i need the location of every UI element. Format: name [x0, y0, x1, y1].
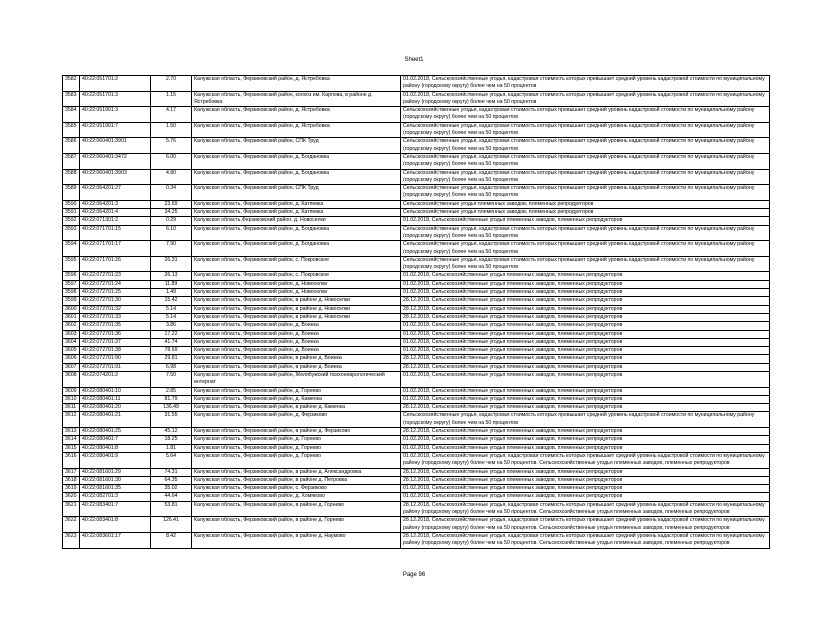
area-cell: 0.34	[151, 185, 192, 201]
table-row	[63, 76, 770, 92]
location-cell: Калужская область, Ферзиковский район, в районе д. Новоселки	[192, 305, 401, 313]
table-row	[63, 476, 770, 484]
location-cell: Калужская область, Ферзиковский район, с. Покровское	[192, 272, 401, 280]
area-cell: 6.98	[151, 363, 192, 371]
table-row	[63, 107, 770, 123]
location-cell: Калужская область,Ферзиковский район, д. Новоселки	[192, 217, 401, 225]
area-cell: 18.25	[151, 436, 192, 444]
cadastral-number-cell: 40:22:081601:30	[80, 476, 151, 484]
description-cell: 01.02.2018, Сельскохозяйственные угодья племенных заводов, племенных репродукторов	[401, 371, 770, 387]
cadastral-number-cell: 40:22:074201:2	[80, 371, 151, 387]
cadastral-number-cell: 40:22:072701:23	[80, 272, 151, 280]
description-cell: Сельскохозяйственные угодья племенных заводов, племенных репродукторов	[401, 200, 770, 208]
table-row	[63, 322, 770, 330]
location-cell: Калужская область, Ферзиковский район, д. Каменка	[192, 395, 401, 403]
area-cell: 26.13	[151, 272, 192, 280]
row-number-cell: 3616	[63, 452, 80, 468]
row-number-cell: 3617	[63, 468, 80, 476]
row-number-cell: 3612	[63, 412, 80, 428]
table-row	[63, 404, 770, 412]
area-cell: 23.69	[151, 200, 192, 208]
description-cell: Сельскохозяйственные угодья, кадастровая стоимость которых превышает средний уровень кадастровой стоимости по муниципальному району (городскому округу) более чем на 50 процентов	[401, 185, 770, 201]
area-cell: 8.42	[151, 532, 192, 548]
table-row	[63, 363, 770, 371]
cadastral-number-cell: 40:22:083401:8	[80, 517, 151, 533]
area-cell: 45.12	[151, 428, 192, 436]
row-number-cell: 3606	[63, 355, 80, 363]
description-cell: 01.02.2018, Сельскохозяйственные угодья племенных заводов, племенных репродукторов	[401, 272, 770, 280]
location-cell: Калужская область, Ферзиковский район, колхоз им. Карпова, в районе д. Ястребовка	[192, 91, 401, 107]
area-cell: 17.22	[151, 330, 192, 338]
table-row	[63, 387, 770, 395]
location-cell: Калужская область, Ферзиковский район, д. Богдановка	[192, 241, 401, 257]
location-cell: Калужская область, Ферзиковский район, д. Горнево	[192, 436, 401, 444]
area-cell: 6.10	[151, 225, 192, 241]
location-cell: Калужская область, Ферзиковский район, д. Новоселки	[192, 289, 401, 297]
cadastral-number-cell: 40:22:083601:17	[80, 532, 151, 548]
area-cell: 26.31	[151, 256, 192, 272]
description-cell: 01.02.2018, Сельскохозяйственные угодья племенных заводов, племенных репродукторов	[401, 485, 770, 493]
description-cell: 01.02.2018, Сельскохозяйственные угодья племенных заводов, племенных репродукторов	[401, 280, 770, 288]
table-row	[63, 305, 770, 313]
area-cell: 5.76	[151, 138, 192, 154]
area-cell: 5.64	[151, 452, 192, 468]
cadastral-number-cell: 40:22:080401:11	[80, 395, 151, 403]
page-number: Page 96	[402, 572, 426, 578]
cadastral-number-cell: 40:22:080401:25	[80, 428, 151, 436]
location-cell: Калужская область, Ферзиковский район, д. Ястребовка	[192, 76, 401, 92]
cadastral-number-cell: 40:22:072701:24	[80, 280, 151, 288]
cadastral-number-cell: 40:22:051901:7	[80, 122, 151, 138]
description-cell: 28.12.2018, Сельскохозяйственные угодья, кадастровая стоимость которых превышает средний уровень кадастровой стоимости по муниципальному району (городскому округу) более чем на 50 процентов. Сельскохозяйственные угодья племенных заводов, племенных репродукторов	[401, 532, 770, 548]
table-row	[63, 280, 770, 288]
description-cell: Сельскохозяйственные угодья, кадастровая стоимость которых превышает средний уровень кадастровой стоимости по муниципальному району (городскому округу) более чем на 50 процентов	[401, 107, 770, 123]
area-cell: 11.89	[151, 280, 192, 288]
cadastral-number-cell: 40:22:080401:20	[80, 404, 151, 412]
location-cell: Калужская область, Ферзиковский район, д. Катпевка	[192, 200, 401, 208]
area-cell: 31.55	[151, 412, 192, 428]
cadastral-number-cell: 40:22:080401:10	[80, 387, 151, 395]
location-cell: Калужская область, Ферзиковский район, д. Богдановка	[192, 153, 401, 169]
location-cell: Калужская область, Ферзиковский район, СПК Труд	[192, 185, 401, 201]
area-cell: 2.70	[151, 76, 192, 92]
location-cell: Калужская область, Ферзиковский район, с. Ферзиково	[192, 485, 401, 493]
description-cell: Сельскохозяйственные угодья, кадастровая стоимость которых превышает средний уровень кадастровой стоимости по муниципальному району (городскому округу) более чем на 50 процентов	[401, 122, 770, 138]
area-cell: 44.64	[151, 493, 192, 501]
cadastral-number-cell: 40:22:083401:7	[80, 501, 151, 517]
table-row	[63, 532, 770, 548]
location-cell: Калужская область, Ферзиковский район, в районе д. Ферзиково	[192, 428, 401, 436]
location-cell: Калужская область, Ферзиковский район, д. Горнево	[192, 452, 401, 468]
location-cell: Калужская область, Ферзиковский район, в районе д. Александровка	[192, 468, 401, 476]
description-cell: 01.02.2018, Сельскохозяйственные угодья племенных заводов, племенных репродукторов	[401, 493, 770, 501]
area-cell: 7.50	[151, 371, 192, 387]
cadastral-number-cell: 40:22:071701:15	[80, 225, 151, 241]
area-cell: 41.74	[151, 338, 192, 346]
row-number-cell: 3595	[63, 256, 80, 272]
table-row	[63, 241, 770, 257]
description-cell: 28.12.2018, Сельскохозяйственные угодья, кадастровая стоимость которых превышает средний уровень кадастровой стоимости по муниципальному району (городскому округу) более чем на 50 процентов. Сельскохозяйственные угодья племенных заводов, племенных репродукторов	[401, 501, 770, 517]
description-cell: 01.02.2018, Сельскохозяйственные угодья племенных заводов, племенных репродукторов	[401, 347, 770, 355]
area-cell: 7.90	[151, 241, 192, 257]
row-number-cell: 3582	[63, 76, 80, 92]
area-cell: 3.86	[151, 322, 192, 330]
description-cell: 01.02.2018, Сельскохозяйственные угодья, кадастровая стоимость которых превышает средний уровень кадастровой стоимости по муниципальному району (городскому округу) более чем на 50 процентов	[401, 91, 770, 107]
cadastral-number-cell: 40:22:080401:21	[80, 412, 151, 428]
description-cell: 28.12.2018, Сельскохозяйственные угодья племенных заводов, племенных репродукторов	[401, 468, 770, 476]
row-number-cell: 3584	[63, 107, 80, 123]
area-cell: 1.81	[151, 444, 192, 452]
cadastral-number-cell: 40:22:072701:36	[80, 330, 151, 338]
table-row	[63, 485, 770, 493]
location-cell: Калужская область, Ферзиковский район, в районе д. Новоселки	[192, 297, 401, 305]
description-cell: 28.12.2018, Сельскохозяйственные угодья племенных заводов, племенных репродукторов	[401, 313, 770, 321]
location-cell: Калужская область, Ферзиковский район, с. Покровское	[192, 256, 401, 272]
table-row	[63, 428, 770, 436]
area-cell: 126.41	[151, 517, 192, 533]
row-number-cell: 3607	[63, 363, 80, 371]
area-cell: 4.17	[151, 107, 192, 123]
row-number-cell: 3585	[63, 122, 80, 138]
table-row	[63, 338, 770, 346]
table-row	[63, 436, 770, 444]
location-cell: Калужская область, Ферзиковский район, д. Горнево	[192, 444, 401, 452]
cadastral-number-cell: 40:22:064201:4	[80, 209, 151, 217]
area-cell: 15.42	[151, 297, 192, 305]
location-cell: Калужская область, Ферзиковский район, в районе д. Воинка	[192, 363, 401, 371]
description-cell: Сельскохозяйственные угодья, кадастровая стоимость которых превышает средний уровень кадастровой стоимости по муниципальному району (городскому округу) более чем на 50 процентов	[401, 256, 770, 272]
row-number-cell: 3609	[63, 387, 80, 395]
table-row	[63, 91, 770, 107]
sheet-title: Sheet1	[404, 57, 424, 63]
area-cell: 1.15	[151, 91, 192, 107]
table-row	[63, 217, 770, 225]
table-row	[63, 169, 770, 185]
cadastral-number-cell: 40:22:072701:90	[80, 355, 151, 363]
table-row	[63, 412, 770, 428]
cadastral-number-cell: 40:22:072701:38	[80, 347, 151, 355]
description-cell: 28.12.2018, Сельскохозяйственные угодья племенных заводов, племенных репродукторов	[401, 297, 770, 305]
row-number-cell: 3587	[63, 153, 80, 169]
cadastral-number-cell: 40:22:081601:29	[80, 468, 151, 476]
row-number-cell: 3618	[63, 476, 80, 484]
land-table	[62, 75, 770, 549]
description-cell: Сельскохозяйственные угодья, кадастровая стоимость которых превышает средний уровень кадастровой стоимости по муниципальному району (городскому округу) более чем на 50 процентов	[401, 153, 770, 169]
cadastral-number-cell: 40:22:060401:3472	[80, 153, 151, 169]
table-row	[63, 200, 770, 208]
row-number-cell: 3605	[63, 347, 80, 355]
location-cell: Калужская область, Ферзиковский район, д. Ястребовка	[192, 107, 401, 123]
description-cell: 01.02.2018, Сельскохозяйственные угодья племенных заводов, племенных репродукторов	[401, 395, 770, 403]
area-cell: 34.25	[151, 209, 192, 217]
area-cell: 1.49	[151, 289, 192, 297]
row-number-cell: 3593	[63, 225, 80, 241]
row-number-cell: 3614	[63, 436, 80, 444]
table-row	[63, 395, 770, 403]
table-row	[63, 493, 770, 501]
row-number-cell: 3604	[63, 338, 80, 346]
description-cell: Сельскохозяйственные угодья племенных заводов, племенных репродукторов	[401, 209, 770, 217]
cadastral-number-cell: 40:22:080401:9	[80, 452, 151, 468]
location-cell: Калужская область, Ферзиковский район, в районе д. Петровка	[192, 476, 401, 484]
row-number-cell: 3594	[63, 241, 80, 257]
area-cell: 2.85	[151, 387, 192, 395]
location-cell: Калужская область, Ферзиковский район, д. Воинка	[192, 347, 401, 355]
cadastral-number-cell: 40:22:072701:30	[80, 297, 151, 305]
description-cell: 28.12.2018, Сельскохозяйственные угодья племенных заводов, племенных репродукторов	[401, 305, 770, 313]
location-cell: Калужская область, Ферзиковский район, Желябужский психоневрологический интернат	[192, 371, 401, 387]
location-cell: Калужская область, Ферзиковский район, д. Богдановка	[192, 225, 401, 241]
cadastral-number-cell: 40:22:082701:3	[80, 493, 151, 501]
area-cell: 5.14	[151, 313, 192, 321]
cadastral-number-cell: 40:22:080401:8	[80, 444, 151, 452]
location-cell: Калужская область, Ферзиковский район, д. Ястребовка	[192, 122, 401, 138]
cadastral-number-cell: 40:22:072701:35	[80, 322, 151, 330]
table-row	[63, 272, 770, 280]
row-number-cell: 3620	[63, 493, 80, 501]
description-cell: 01.02.2018, Сельскохозяйственные угодья племенных заводов, племенных репродукторов	[401, 338, 770, 346]
cadastral-number-cell: 40:22:064201:27	[80, 185, 151, 201]
cadastral-number-cell: 40:22:072701:91	[80, 363, 151, 371]
location-cell: Калужская область, Ферзиковский район, д. Богдановка	[192, 169, 401, 185]
row-number-cell: 3610	[63, 395, 80, 403]
cadastral-number-cell: 40:22:071301:2	[80, 217, 151, 225]
description-cell: Сельскохозяйственные угодья, кадастровая стоимость которых превышает средний уровень кадастровой стоимости по муниципальному району (городскому округу) более чем на 50 процентов	[401, 412, 770, 428]
row-number-cell: 3601	[63, 313, 80, 321]
location-cell: Калужская область, Ферзиковский район, в районе д. Горнево	[192, 517, 401, 533]
row-number-cell: 3622	[63, 517, 80, 533]
description-cell: 28.12.2018, Сельскохозяйственные угодья племенных заводов, племенных репродукторов	[401, 404, 770, 412]
area-cell: 74.31	[151, 468, 192, 476]
location-cell: Калужская область, Ферзиковский район, д. Воинка	[192, 330, 401, 338]
description-cell: 01.02.2018, Сельскохозяйственные угодья племенных заводов, племенных репродукторов	[401, 322, 770, 330]
row-number-cell: 3588	[63, 169, 80, 185]
row-number-cell: 3598	[63, 289, 80, 297]
row-number-cell: 3596	[63, 272, 80, 280]
cadastral-number-cell: 40:22:072701:37	[80, 338, 151, 346]
table-row	[63, 185, 770, 201]
table-row	[63, 289, 770, 297]
location-cell: Калужская область, Ферзиковский район, в районе д. Каменка	[192, 404, 401, 412]
description-cell: 28.12.2018, Сельскохозяйственные угодья племенных заводов, племенных репродукторов	[401, 428, 770, 436]
description-cell: Сельскохозяйственные угодья, кадастровая стоимость которых превышает средний уровень кадастровой стоимости по муниципальному району (городскому округу) более чем на 50 процентов	[401, 241, 770, 257]
table-row	[63, 122, 770, 138]
location-cell: Калужская область, Ферзиковский район, д. Новоселки	[192, 280, 401, 288]
table-row	[63, 452, 770, 468]
location-cell: Калужская область, Ферзиковский район, СПК Труд	[192, 138, 401, 154]
table-row	[63, 225, 770, 241]
description-cell: Сельскохозяйственные угодья, кадастровая стоимость которых превышает средний уровень кадастровой стоимости по муниципальному району (городскому округу) более чем на 50 процентов	[401, 138, 770, 154]
cadastral-number-cell: 40:22:051901:3	[80, 107, 151, 123]
table-row	[63, 444, 770, 452]
description-cell: 01.02.2018, Сельскохозяйственные угодья племенных заводов, племенных репродукторов	[401, 387, 770, 395]
location-cell: Калужская область, Ферзиковский район, д. Горнево	[192, 387, 401, 395]
location-cell: Калужская область, Ферзиковский район, в районе д. Воинка	[192, 355, 401, 363]
table-row	[63, 297, 770, 305]
location-cell: Калужская область, Ферзиковский район, д. Воинка	[192, 338, 401, 346]
table-body	[63, 76, 770, 549]
description-cell: 28.12.2018, Сельскохозяйственные угодья племенных заводов, племенных репродукторов	[401, 363, 770, 371]
row-number-cell: 3608	[63, 371, 80, 387]
table-row	[63, 347, 770, 355]
area-cell: 29.81	[151, 355, 192, 363]
area-cell: 136.49	[151, 404, 192, 412]
table-row	[63, 517, 770, 533]
cadastral-number-cell: 40:22:071701:17	[80, 241, 151, 257]
area-cell: 6.00	[151, 153, 192, 169]
location-cell: Калужская область, Ферзиковский район, д. Воинка	[192, 322, 401, 330]
area-cell: 78.69	[151, 347, 192, 355]
cadastral-number-cell: 40:22:064201:3	[80, 200, 151, 208]
cadastral-number-cell: 40:22:072701:25	[80, 289, 151, 297]
description-cell: Сельскохозяйственные угодья, кадастровая стоимость которых превышает средний уровень кадастровой стоимости по муниципальному району (городскому округу) более чем на 50 процентов	[401, 169, 770, 185]
description-cell: 01.02.2018, Сельскохозяйственные угодья племенных заводов, племенных репродукторов	[401, 217, 770, 225]
row-number-cell: 3615	[63, 444, 80, 452]
location-cell: Калужская область, Ферзиковский район, д. Хомяково	[192, 493, 401, 501]
row-number-cell: 3591	[63, 209, 80, 217]
location-cell: Калужская область, Ферзиковский район, в районе д. Наумово	[192, 532, 401, 548]
row-number-cell: 3619	[63, 485, 80, 493]
area-cell: 81.79	[151, 395, 192, 403]
table-row	[63, 209, 770, 217]
row-number-cell: 3603	[63, 330, 80, 338]
description-cell: 01.02.2018, Сельскохозяйственные угодья племенных заводов, племенных репродукторов	[401, 444, 770, 452]
cadastral-number-cell: 40:22:051701:2	[80, 76, 151, 92]
area-cell: 4.90	[151, 169, 192, 185]
table-row	[63, 501, 770, 517]
table-row	[63, 313, 770, 321]
cadastral-number-cell: 40:22:060401:3901	[80, 138, 151, 154]
table-row	[63, 330, 770, 338]
area-cell: 35.02	[151, 485, 192, 493]
table-row	[63, 468, 770, 476]
row-number-cell: 3621	[63, 501, 80, 517]
row-number-cell: 3597	[63, 280, 80, 288]
location-cell: Калужская область, Ферзиковский район, д. Катпевка	[192, 209, 401, 217]
cadastral-number-cell: 40:22:051701:3	[80, 91, 151, 107]
row-number-cell: 3599	[63, 297, 80, 305]
description-cell: 28.12.2018, Сельскохозяйственные угодья племенных заводов, племенных репродукторов	[401, 355, 770, 363]
description-cell: 01.02.2018, Сельскохозяйственные угодья племенных заводов, племенных репродукторов	[401, 330, 770, 338]
cadastral-number-cell: 40:22:072701:33	[80, 313, 151, 321]
description-cell: 01.02.2018, Сельскохозяйственные угодья племенных заводов, племенных репродукторов	[401, 436, 770, 444]
description-cell: 01.02.2018, Сельскохозяйственные угодья племенных заводов, племенных репродукторов	[401, 289, 770, 297]
row-number-cell: 3583	[63, 91, 80, 107]
area-cell: 5.14	[151, 305, 192, 313]
area-cell: 64.35	[151, 476, 192, 484]
description-cell: Сельскохозяйственные угодья, кадастровая стоимость которых превышает средний уровень кадастровой стоимости по муниципальному району (городскому округу) более чем на 50 процентов	[401, 225, 770, 241]
location-cell: Калужская область, Ферзиковский район, в районе д. Горнево	[192, 501, 401, 517]
area-cell: 53.81	[151, 501, 192, 517]
cadastral-number-cell: 40:22:071701:26	[80, 256, 151, 272]
row-number-cell: 3586	[63, 138, 80, 154]
row-number-cell: 3602	[63, 322, 80, 330]
location-cell: Калужская область, Ферзиковский район, в районе д. Новоселки	[192, 313, 401, 321]
cadastral-number-cell: 40:22:060401:3903	[80, 169, 151, 185]
area-cell: 0.29	[151, 217, 192, 225]
table-row	[63, 371, 770, 387]
description-cell: 01.02.2018, Сельскохозяйственные угодья, кадастровая стоимость которых превышает средний уровень кадастровой стоимости по муниципальному району (городскому округу) более чем на 50 процентов. Сельскохозяйственные угодья племенных заводов, племенных репродукторов	[401, 452, 770, 468]
cadastral-number-cell: 40:22:081601:35	[80, 485, 151, 493]
cadastral-number-cell: 40:22:072701:32	[80, 305, 151, 313]
area-cell: 1.50	[151, 122, 192, 138]
description-cell: 28.12.2018, Сельскохозяйственные угодья, кадастровая стоимость которых превышает средний уровень кадастровой стоимости по муниципальному району (городскому округу) более чем на 50 процентов. Сельскохозяйственные угодья племенных заводов, племенных репродукторов	[401, 517, 770, 533]
description-cell: 28.12.2018, Сельскохозяйственные угодья племенных заводов, племенных репродукторов	[401, 476, 770, 484]
row-number-cell: 3613	[63, 428, 80, 436]
row-number-cell: 3592	[63, 217, 80, 225]
description-cell: 01.02.2018, Сельскохозяйственные угодья, кадастровая стоимость которых превышает средний уровень кадастровой стоимости по муниципальному району (городскому округу) более чем на 50 процентов	[401, 76, 770, 92]
table-row	[63, 138, 770, 154]
row-number-cell: 3623	[63, 532, 80, 548]
table-row	[63, 256, 770, 272]
row-number-cell: 3611	[63, 404, 80, 412]
location-cell: Калужская область, Ферзиковский район, д. Ферзиково	[192, 412, 401, 428]
row-number-cell: 3589	[63, 185, 80, 201]
table-row	[63, 153, 770, 169]
row-number-cell: 3590	[63, 200, 80, 208]
table-row	[63, 355, 770, 363]
row-number-cell: 3600	[63, 305, 80, 313]
cadastral-number-cell: 40:22:080401:7	[80, 436, 151, 444]
